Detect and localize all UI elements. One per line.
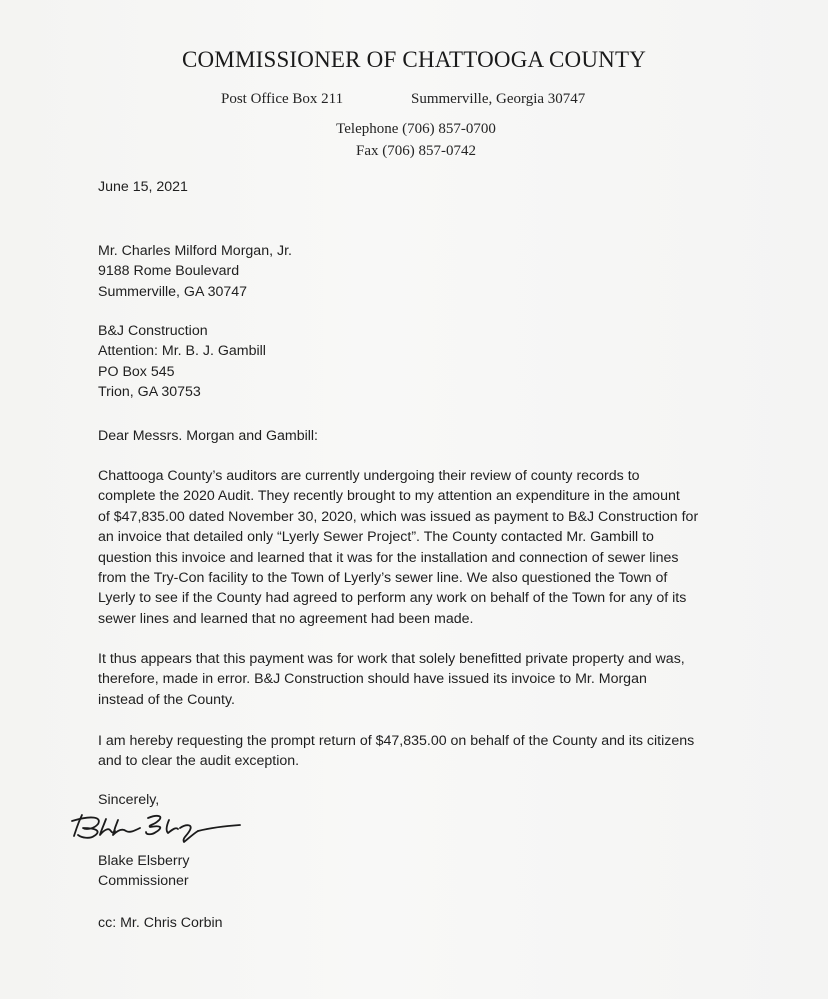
recipient-address-1 xyxy=(98,241,758,302)
salutation-text: Dear Messrs. Morgan and Gambill: xyxy=(98,428,318,444)
handwritten-signature xyxy=(68,807,246,845)
letterhead-city: Summerville, Georgia 30747 xyxy=(411,91,586,107)
address-line: Summerville, GA 30747 xyxy=(98,283,248,300)
address-line: B&J Construction xyxy=(98,323,208,339)
letterhead-po-box: Post Office Box 211 xyxy=(221,91,344,107)
address-line: PO Box 545 xyxy=(98,363,175,380)
letterhead-title: COMMISSIONER OF CHATTOOGA COUNTY xyxy=(181,47,647,72)
letterhead-fax: Fax (706) 857-0742 xyxy=(356,143,476,159)
paragraph-line: Chattooga County’s auditors are currently undergoing their review of county records to xyxy=(98,468,640,484)
paragraph-line: sewer lines and learned that no agreement had been made. xyxy=(98,610,474,627)
paragraph-line: from the Try-Con facility to the Town of Lyerly’s sewer line. We also questioned the Town of xyxy=(98,570,668,587)
salutation xyxy=(98,426,758,446)
date-text: June 15, 2021 xyxy=(98,179,188,195)
closing-text: Sincerely, xyxy=(98,792,160,808)
body-paragraph-2 xyxy=(98,649,758,710)
paragraph-line: I am hereby requesting the prompt return of $47,835.00 on behalf of the County and its citizens xyxy=(98,733,695,749)
letterhead-telephone: Telephone (706) 857-0700 xyxy=(336,121,496,137)
signer-name: Blake Elsberry xyxy=(98,853,190,869)
address-line: Mr. Charles Milford Morgan, Jr. xyxy=(98,243,292,259)
body-paragraph-1 xyxy=(98,466,758,629)
address-line: Attention: Mr. B. J. Gambill xyxy=(98,343,266,360)
paragraph-line: Lyerly to see if the County had agreed to perform any work on behalf of the Town for any of its xyxy=(98,590,687,607)
signer-block xyxy=(98,851,758,892)
address-line: Trion, GA 30753 xyxy=(98,384,201,401)
paragraph-line: an invoice that detailed only “Lyerly Sewer Project”. The County contacted Mr. Gambill to xyxy=(98,529,654,546)
address-line: 9188 Rome Boulevard xyxy=(98,263,240,280)
paragraph-line: therefore, made in error. B&J Construction should have issued its invoice to Mr. Morgan xyxy=(98,671,647,688)
paragraph-line: of $47,835.00 dated November 30, 2020, which was issued as payment to B&J Construction for xyxy=(98,508,699,525)
paragraph-line: It thus appears that this payment was for work that solely benefitted private property and was, xyxy=(98,651,685,667)
paragraph-line: instead of the County. xyxy=(98,691,235,708)
body-paragraph-3 xyxy=(98,731,758,772)
paragraph-line: complete the 2020 Audit. They recently brought to my attention an expenditure in the amount xyxy=(98,488,680,505)
recipient-address-2 xyxy=(98,321,758,403)
letter-date xyxy=(98,177,758,197)
paragraph-line: and to clear the audit exception. xyxy=(98,753,300,770)
signer-title: Commissioner xyxy=(98,873,189,890)
cc-text: cc: Mr. Chris Corbin xyxy=(98,915,223,931)
paragraph-line: question this invoice and learned that it was for the installation and connection of sewer lines xyxy=(98,549,679,566)
carbon-copy xyxy=(98,913,758,933)
